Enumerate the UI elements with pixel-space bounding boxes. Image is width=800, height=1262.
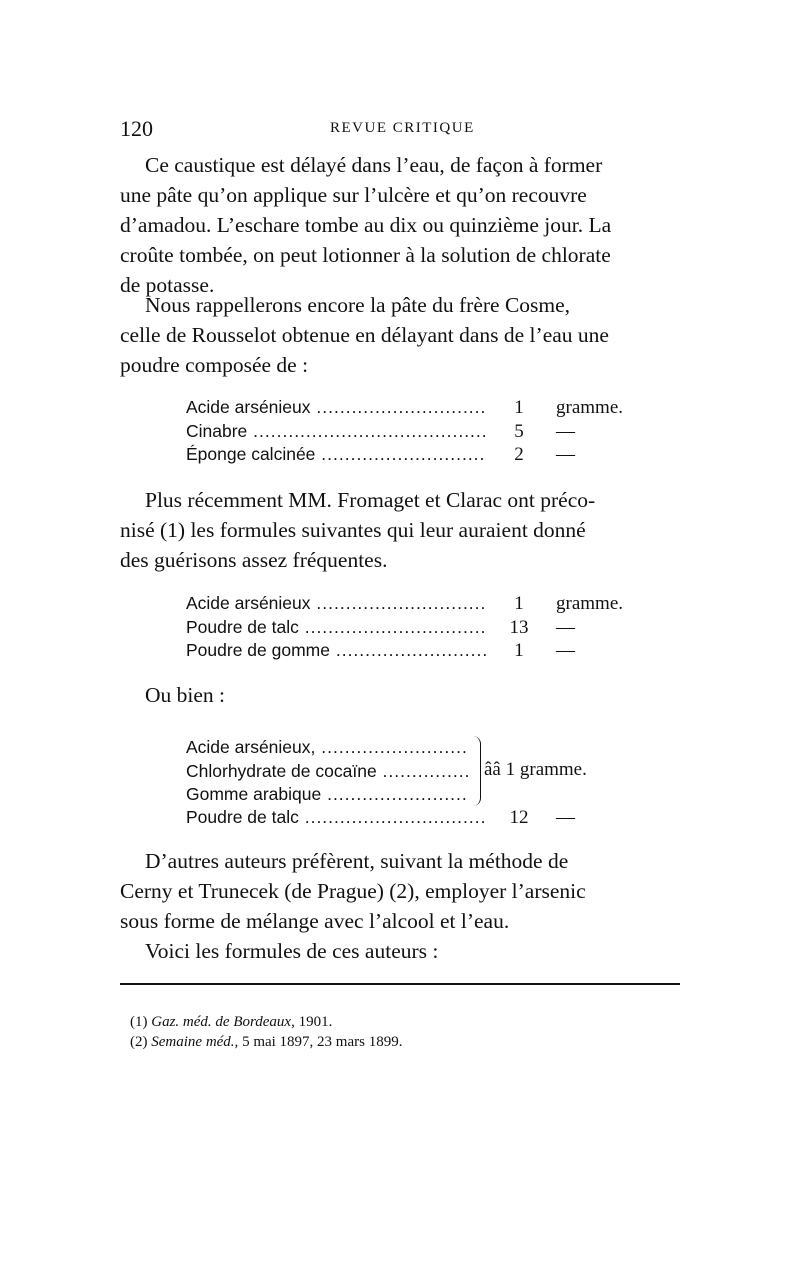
formula-row <box>186 443 626 467</box>
text-line: D’autres auteurs préfèrent, suivant la méthode de <box>145 849 569 873</box>
text-line: celle de Rousselot obtenue en délayant dans de l’eau une <box>120 323 609 347</box>
ingredient-unit: — <box>556 616 575 638</box>
text-line: Nous rappellerons encore la pâte du frère Cosme, <box>145 293 571 317</box>
text-line: d’amadou. L’eschare tombe au dix ou quinzième jour. La <box>120 213 612 237</box>
text-line: une pâte qu’on applique sur l’ulcère et qu’on recouvre <box>120 183 587 207</box>
paragraph-cerny <box>120 846 680 966</box>
text-line: nisé (1) les formules suivantes qui leur auraient donné <box>120 518 586 542</box>
brace-item: Chlorhydrate de cocaïne ..... <box>186 760 469 784</box>
brace-item: Gomme arabique ..... <box>186 783 469 807</box>
formula-rousselot <box>186 396 626 467</box>
brace-quantity: ââ 1 gramme. <box>484 759 587 780</box>
page-header <box>120 116 680 144</box>
footnote-rule <box>120 983 680 985</box>
ingredient-qty: 1 <box>514 640 524 661</box>
paragraph-rousselot <box>120 290 680 380</box>
text-line: poudre composée de : <box>120 353 309 377</box>
running-title: REVUE CRITIQUE <box>330 120 475 136</box>
ingredient-name: Acide arsénieux ..... <box>186 396 486 420</box>
ingredient-unit: — <box>556 807 575 828</box>
ingredient-qty: 13 <box>509 616 529 638</box>
ingredient-name: Cinabre ..... <box>186 420 486 444</box>
text-line: Ce caustique est délayé dans l’eau, de façon à former <box>145 153 603 177</box>
formula-fromaget-2 <box>186 736 626 828</box>
ingredient-qty: 1 <box>514 397 524 418</box>
ingredient-name: Poudre de gomme ..... <box>186 639 486 663</box>
footnote-2: (2) Semaine méd., 5 mai 1897, 23 mars 1899. <box>130 1034 403 1050</box>
text-line: Plus récemment MM. Fromaget et Clarac ont préco- <box>145 488 596 512</box>
formula-row <box>186 396 626 420</box>
ingredient-name: Poudre de talc ..... <box>186 616 486 640</box>
ingredient-qty: 5 <box>514 420 524 442</box>
ingredient-unit: — <box>556 640 575 661</box>
ingredient-qty: 12 <box>509 807 529 828</box>
footnote-1: (1) Gaz. méd. de Bordeaux, 1901. <box>130 1014 333 1030</box>
ingredient-unit: gramme. <box>556 397 624 418</box>
footnotes <box>130 1012 690 1052</box>
ingredient-qty: 1 <box>514 593 524 614</box>
formula-row <box>186 592 626 616</box>
formula-row <box>186 639 626 663</box>
ingredient-name: Poudre de talc ..... <box>186 806 486 830</box>
paragraph-fromaget <box>120 485 680 575</box>
ingredient-name: Acide arsénieux ..... <box>186 592 486 616</box>
text-line: sous forme de mélange avec l’alcool et l’eau. <box>120 909 510 933</box>
formula-row <box>186 806 626 830</box>
ingredient-unit: — <box>556 420 575 442</box>
ou-bien-label: Ou bien : <box>145 683 226 707</box>
text-line: de potasse. <box>120 273 215 297</box>
page-number: 120 <box>120 116 153 141</box>
ingredient-qty: 2 <box>514 444 524 465</box>
text-line: des guérisons assez fréquentes. <box>120 548 388 572</box>
text-line: Voici les formules de ces auteurs : <box>145 939 439 963</box>
formula-fromaget-1 <box>186 592 626 663</box>
brace-item: Acide arsénieux, ..... <box>186 736 469 760</box>
paragraph-caustique <box>120 150 680 300</box>
text-line: croûte tombée, on peut lotionner à la solution de chlorate <box>120 243 611 267</box>
ingredient-unit: gramme. <box>556 593 624 614</box>
formula-row <box>186 616 626 640</box>
formula-row <box>186 420 626 444</box>
ingredient-name: Éponge calcinée ..... <box>186 443 486 467</box>
brace-glyph <box>470 736 481 806</box>
ingredient-unit: — <box>556 444 575 465</box>
text-line: Cerny et Trunecek (de Prague) (2), employer l’arsenic <box>120 879 586 903</box>
